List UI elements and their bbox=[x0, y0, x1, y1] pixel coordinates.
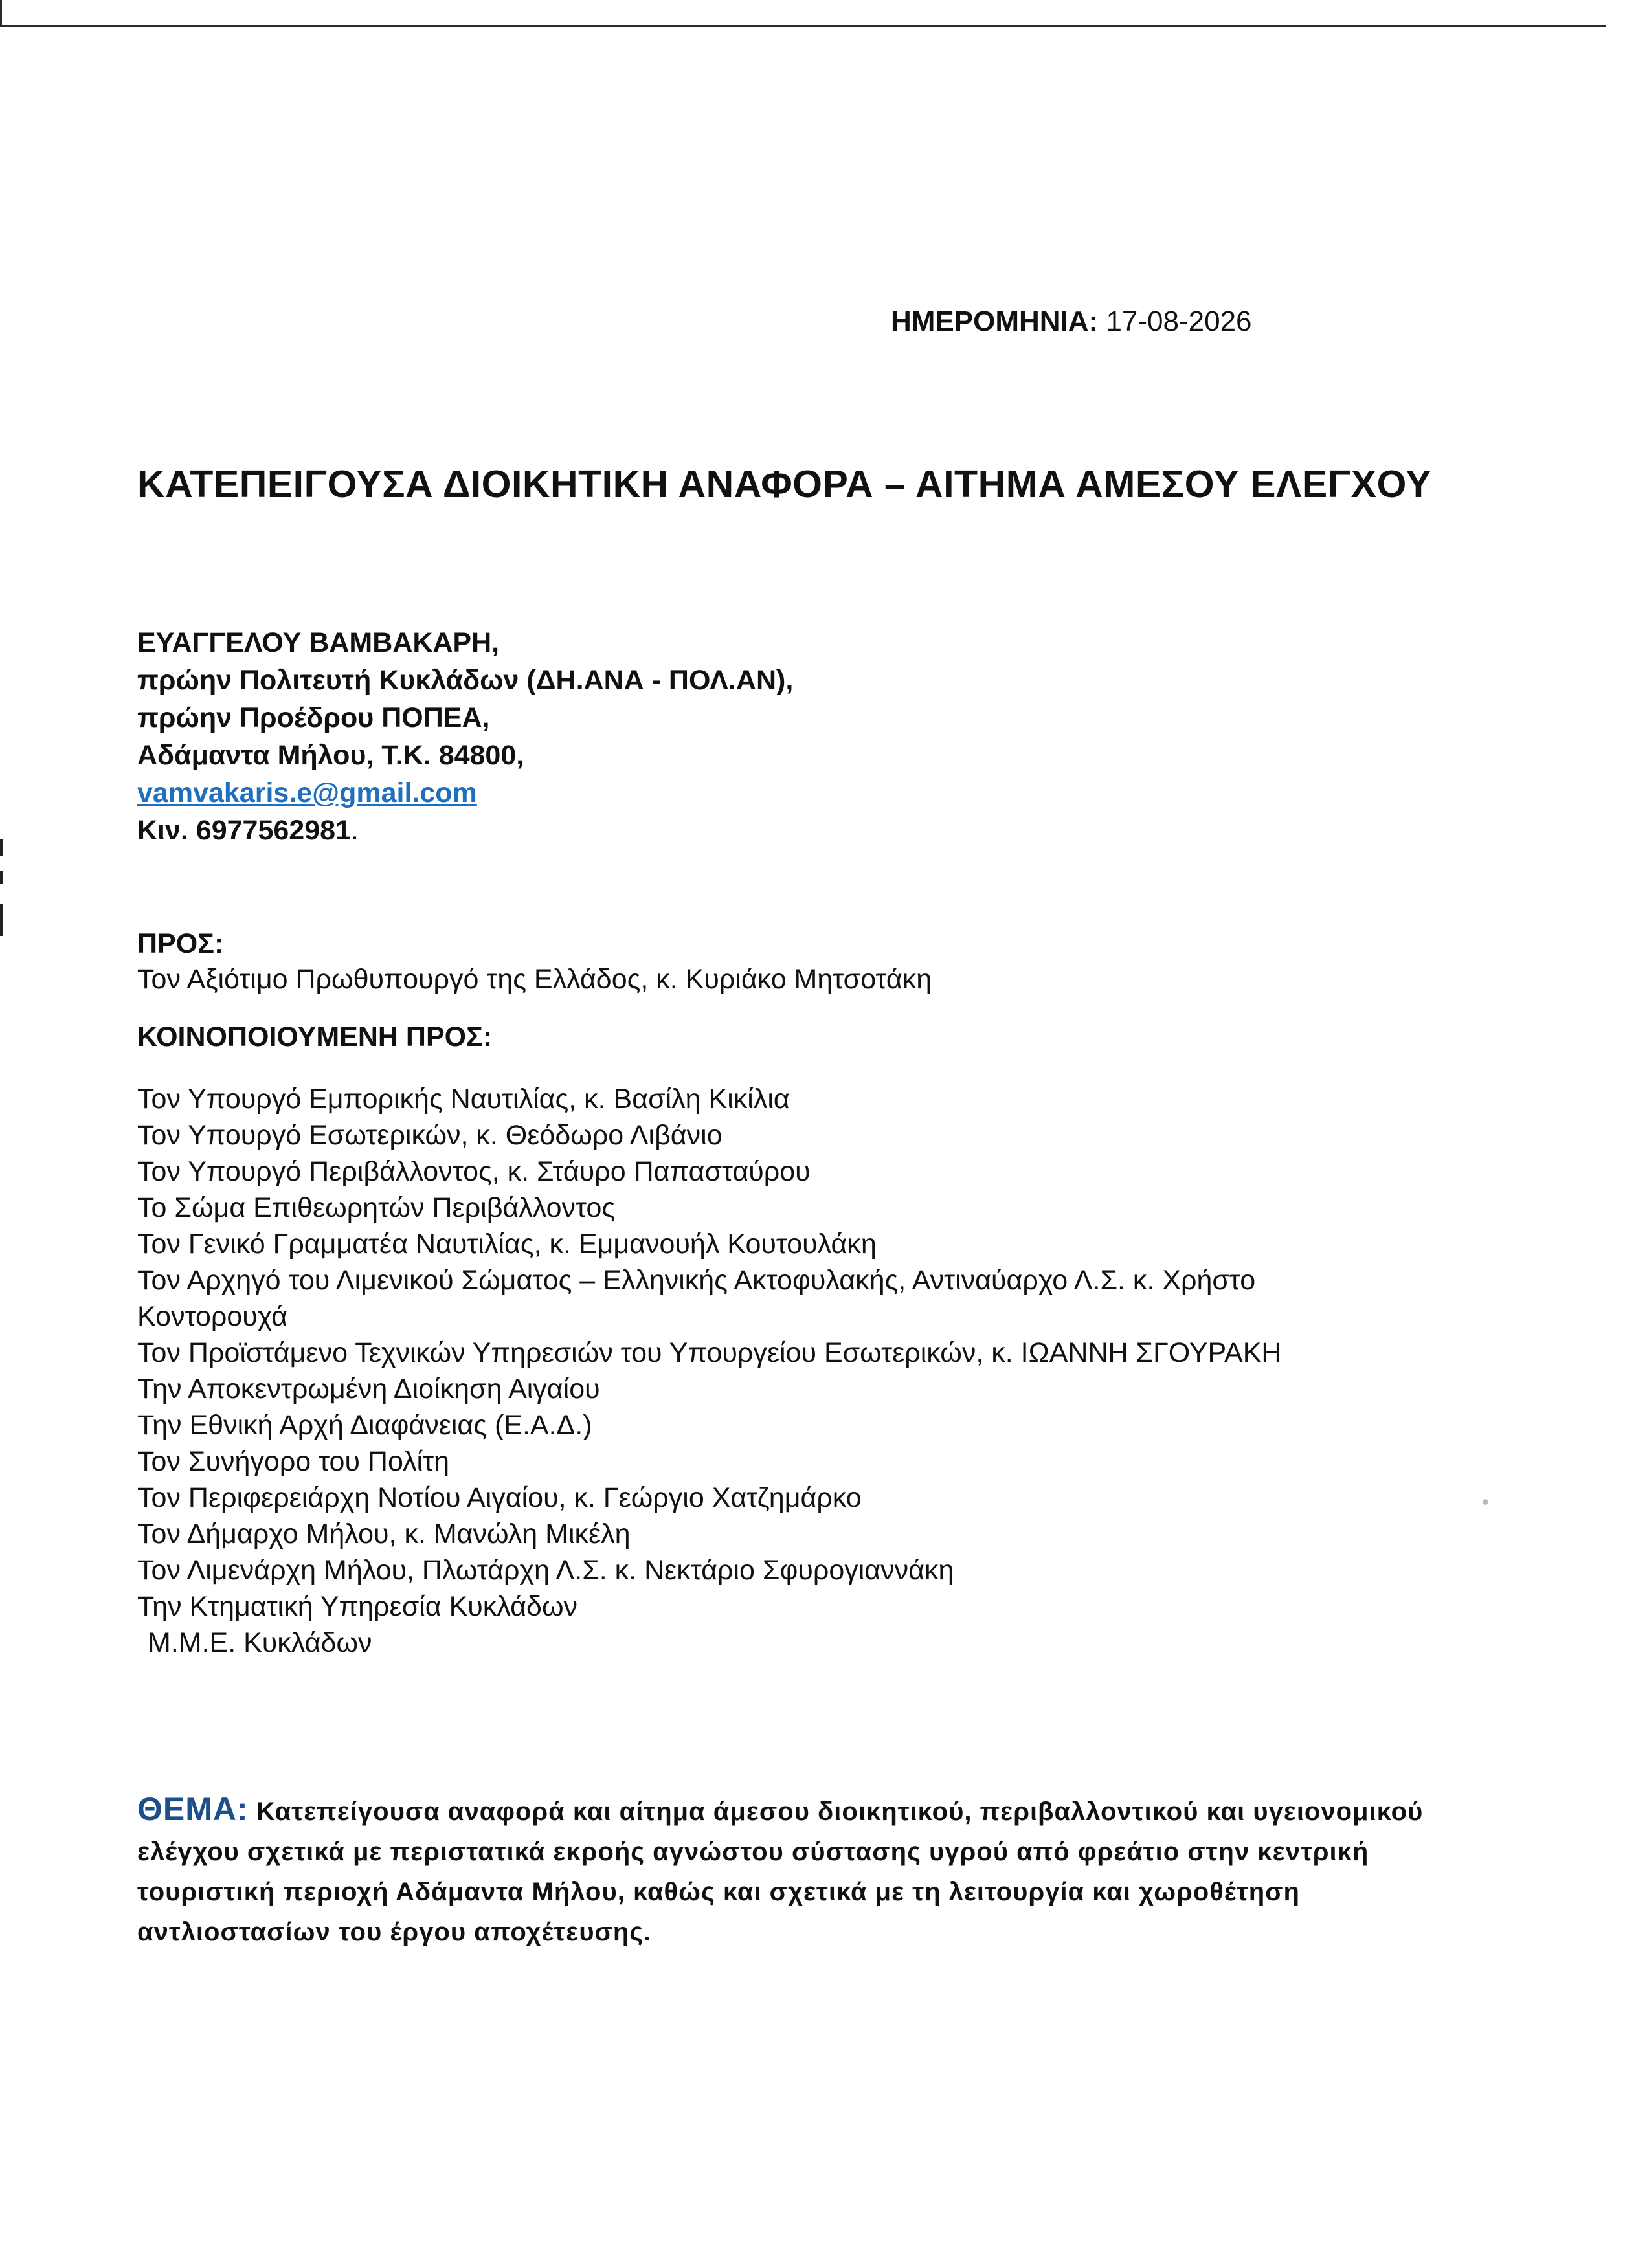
subject-text: Κατεπείγουσα αναφορά και αίτημα άμεσου διοικητικού, περιβαλλοντικού και υγειονομικού ελέγχου σχετικά με περιστατικά εκροής αγνώστου σύστασης υγρού από φρεάτιο στην κεντρική τουριστική περιοχή Αδάμαντα Μήλου, καθώς και σχετικά με τη λειτουργία και χωροθέτηση αντλιοστασίων του έργου αποχέτευσης. bbox=[137, 1797, 1424, 1946]
sender-role-1: πρώην Πολιτευτή Κυκλάδων (ΔΗ.ΑΝΑ - ΠΟΛ.ΑΝ), bbox=[137, 665, 794, 696]
scan-margin-mark bbox=[0, 871, 3, 884]
scan-edge-top bbox=[0, 25, 1606, 27]
cc-item: Τον Δήμαρχο Μήλου, κ. Μανώλη Μικέλη bbox=[137, 1518, 631, 1550]
cc-item: Τον Προϊστάμενο Τεχνικών Υπηρεσιών του Υπουργείου Εσωτερικών, κ. ΙΩΑΝΝΗ ΣΓΟΥΡΑΚΗ bbox=[137, 1337, 1282, 1368]
scan-margin-mark bbox=[0, 904, 3, 936]
recipient-name: Τον Αξιότιμο Πρωθυπουργό της Ελλάδος, κ. Κυριάκο Μητσοτάκη bbox=[137, 964, 932, 995]
sender-phone: Κιν. 6977562981 bbox=[137, 815, 351, 846]
sender-address: Αδάμαντα Μήλου, Τ.Κ. 84800, bbox=[137, 740, 524, 771]
recipient-label: ΠΡΟΣ: bbox=[137, 928, 224, 959]
cc-item: Τον Αρχηγό του Λιμενικού Σώματος – Ελληνικής Ακτοφυλακής, Αντιναύαρχο Λ.Σ. κ. Χρήστο bbox=[137, 1265, 1256, 1296]
cc-item: Κοντορουχά bbox=[137, 1301, 288, 1332]
cc-item: Τον Υπουργό Εσωτερικών, κ. Θεόδωρο Λιβάνιο bbox=[137, 1120, 723, 1151]
cc-item: Την Αποκεντρωμένη Διοίκηση Αιγαίου bbox=[137, 1373, 600, 1405]
sender-name: ΕΥΑΓΓΕΛΟΥ ΒΑΜΒΑΚΑΡΗ, bbox=[137, 627, 500, 658]
cc-item: Τον Λιμενάρχη Μήλου, Πλωτάρχη Λ.Σ. κ. Νεκτάριο Σφυρογιαννάκη bbox=[137, 1555, 954, 1586]
document-date bbox=[891, 306, 1252, 338]
cc-item: Το Σώμα Επιθεωρητών Περιβάλλοντος bbox=[137, 1192, 616, 1223]
subject-label: ΘΕΜΑ: bbox=[137, 1791, 249, 1827]
date-label: ΗΜΕΡΟΜΗΝΙΑ: bbox=[891, 306, 1099, 337]
cc-item: Τον Γενικό Γραμματέα Ναυτιλίας, κ. Εμμανουήλ Κουτουλάκη bbox=[137, 1228, 877, 1260]
cc-item: Τον Συνήγορο του Πολίτη bbox=[137, 1446, 450, 1477]
sender-email-link[interactable]: vamvakaris.e@gmail.com bbox=[137, 777, 477, 808]
sender-role-2: πρώην Προέδρου ΠΟΠΕΑ, bbox=[137, 702, 490, 733]
cc-item: Τον Υπουργό Εμπορικής Ναυτιλίας, κ. Βασίλη Κικίλια bbox=[137, 1084, 790, 1115]
document-title: ΚΑΤΕΠΕΙΓΟΥΣΑ ΔΙΟΙΚΗΤΙΚΗ ΑΝΑΦΟΡΑ – ΑΙΤΗΜΑ ΑΜΕΣΟΥ ΕΛΕΓΧΟΥ bbox=[137, 463, 1432, 506]
scan-edge-left bbox=[0, 0, 2, 26]
subject-block bbox=[137, 1789, 1497, 1952]
cc-label: ΚΟΙΝΟΠΟΙΟΥΜΕΝΗ ΠΡΟΣ: bbox=[137, 1021, 493, 1052]
cc-item: Τον Υπουργό Περιβάλλοντος, κ. Στάυρο Παπασταύρου bbox=[137, 1156, 811, 1187]
cc-item: Τον Περιφερειάρχη Νοτίου Αιγαίου, κ. Γεώργιο Χατζημάρκο bbox=[137, 1482, 862, 1513]
scan-margin-mark bbox=[0, 839, 3, 856]
sender-block bbox=[137, 624, 793, 849]
cc-list bbox=[137, 1081, 1529, 1661]
cc-item: Μ.Μ.Ε. Κυκλάδων bbox=[148, 1627, 372, 1658]
sender-phone-suffix: . bbox=[350, 815, 359, 846]
cc-item: Την Εθνική Αρχή Διαφάνειας (Ε.Α.Δ.) bbox=[137, 1410, 592, 1441]
cc-item: Την Κτηματική Υπηρεσία Κυκλάδων bbox=[137, 1591, 578, 1622]
date-value: 17-08-2026 bbox=[1106, 306, 1252, 337]
